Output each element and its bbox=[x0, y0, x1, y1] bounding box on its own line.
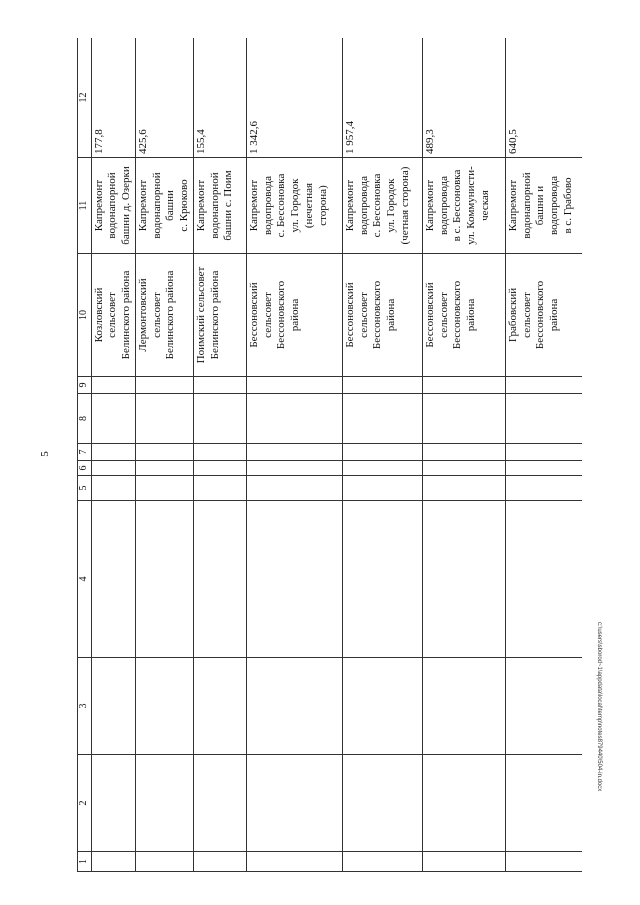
empty-cell bbox=[505, 394, 582, 444]
empty-cell bbox=[135, 444, 193, 461]
empty-cell bbox=[342, 852, 422, 872]
empty-cell bbox=[505, 377, 582, 394]
empty-cell bbox=[91, 658, 135, 755]
empty-cell bbox=[422, 658, 505, 755]
empty-cell bbox=[246, 377, 342, 394]
empty-cell bbox=[422, 394, 505, 444]
col-header-9: 9 bbox=[78, 377, 92, 394]
empty-cell bbox=[91, 377, 135, 394]
empty-cell bbox=[342, 394, 422, 444]
col-header-12: 12 bbox=[78, 38, 92, 158]
table-row bbox=[246, 38, 342, 872]
table-row bbox=[342, 38, 422, 872]
empty-cell bbox=[193, 852, 246, 872]
page-number: 5 bbox=[39, 451, 51, 457]
table-row bbox=[193, 38, 246, 872]
empty-cell bbox=[135, 755, 193, 852]
empty-cell bbox=[91, 501, 135, 658]
empty-cell bbox=[91, 852, 135, 872]
empty-cell bbox=[193, 444, 246, 461]
empty-cell bbox=[193, 755, 246, 852]
org-cell: Козловский сельсовет Белинского района bbox=[91, 254, 135, 377]
empty-cell bbox=[91, 755, 135, 852]
empty-cell bbox=[135, 501, 193, 658]
empty-cell bbox=[342, 444, 422, 461]
work-cell: Капремонт водонапорной башни и водопровода в с. Грабово bbox=[505, 158, 582, 254]
empty-cell bbox=[193, 658, 246, 755]
empty-cell bbox=[91, 461, 135, 476]
org-cell: Поимский сельсовет Белинского района bbox=[193, 254, 246, 377]
table-row bbox=[505, 38, 582, 872]
org-cell: Грабовский сельсовет Бессоновского района bbox=[505, 254, 582, 377]
empty-cell bbox=[246, 755, 342, 852]
empty-cell bbox=[505, 501, 582, 658]
col-header-5: 5 bbox=[78, 476, 92, 501]
work-cell: Капремонт водонапорной башни с. Поим bbox=[193, 158, 246, 254]
col-header-7: 7 bbox=[78, 444, 92, 461]
empty-cell bbox=[342, 755, 422, 852]
empty-cell bbox=[342, 658, 422, 755]
empty-cell bbox=[193, 501, 246, 658]
table-row bbox=[422, 38, 505, 872]
empty-cell bbox=[505, 444, 582, 461]
empty-cell bbox=[505, 755, 582, 852]
empty-cell bbox=[246, 444, 342, 461]
empty-cell bbox=[193, 461, 246, 476]
org-cell: Лермонтовский сельсовет Белинского района bbox=[135, 254, 193, 377]
work-cell: Капремонт водопровода с. Бессоновка ул. Городок (нечетная сторона) bbox=[246, 158, 342, 254]
amount-cell: 155,4 bbox=[193, 38, 246, 158]
empty-cell bbox=[342, 461, 422, 476]
empty-cell bbox=[135, 377, 193, 394]
col-header-1: 1 bbox=[78, 852, 92, 872]
amount-cell: 489,3 bbox=[422, 38, 505, 158]
org-cell: Бессоновский сельсовет Бессоновского района bbox=[246, 254, 342, 377]
empty-cell bbox=[505, 852, 582, 872]
col-header-4: 4 bbox=[78, 501, 92, 658]
empty-cell bbox=[91, 394, 135, 444]
footer-file-path: c:\users\sborod~1\appdata\local\temp\notes879440\504-in.docx bbox=[596, 622, 602, 792]
empty-cell bbox=[135, 852, 193, 872]
empty-cell bbox=[193, 394, 246, 444]
work-cell: Капремонт водонапорной башни с. Крюково bbox=[135, 158, 193, 254]
empty-cell bbox=[422, 852, 505, 872]
empty-cell bbox=[246, 461, 342, 476]
col-header-10: 10 bbox=[78, 254, 92, 377]
empty-cell bbox=[135, 476, 193, 501]
work-cell: Капремонт водонапорной башни д. Озерки bbox=[91, 158, 135, 254]
data-table bbox=[77, 38, 582, 872]
empty-cell bbox=[505, 658, 582, 755]
empty-cell bbox=[422, 377, 505, 394]
empty-cell bbox=[246, 394, 342, 444]
empty-cell bbox=[246, 658, 342, 755]
empty-cell bbox=[91, 444, 135, 461]
org-cell: Бессоновский сельсовет Бессоновского района bbox=[422, 254, 505, 377]
amount-cell: 1 342,6 bbox=[246, 38, 342, 158]
empty-cell bbox=[193, 476, 246, 501]
col-header-11: 11 bbox=[78, 158, 92, 254]
empty-cell bbox=[505, 461, 582, 476]
empty-cell bbox=[422, 755, 505, 852]
header-row bbox=[78, 38, 92, 872]
empty-cell bbox=[193, 377, 246, 394]
empty-cell bbox=[505, 476, 582, 501]
col-header-6: 6 bbox=[78, 461, 92, 476]
empty-cell bbox=[135, 658, 193, 755]
amount-cell: 640,5 bbox=[505, 38, 582, 158]
empty-cell bbox=[422, 461, 505, 476]
empty-cell bbox=[91, 476, 135, 501]
empty-cell bbox=[422, 476, 505, 501]
empty-cell bbox=[422, 444, 505, 461]
empty-cell bbox=[342, 377, 422, 394]
amount-cell: 425,6 bbox=[135, 38, 193, 158]
col-header-2: 2 bbox=[78, 755, 92, 852]
amount-cell: 1 957,4 bbox=[342, 38, 422, 158]
col-header-3: 3 bbox=[78, 658, 92, 755]
org-cell: Бессоновский сельсовет Бессоновского района bbox=[342, 254, 422, 377]
empty-cell bbox=[246, 501, 342, 658]
work-cell: Капремонт водопровода с. Бессоновка ул. Городок (четная сторона) bbox=[342, 158, 422, 254]
table-row bbox=[91, 38, 135, 872]
empty-cell bbox=[342, 501, 422, 658]
table-container bbox=[77, 38, 582, 872]
empty-cell bbox=[422, 501, 505, 658]
amount-cell: 177,8 bbox=[91, 38, 135, 158]
empty-cell bbox=[342, 476, 422, 501]
empty-cell bbox=[246, 852, 342, 872]
empty-cell bbox=[135, 394, 193, 444]
empty-cell bbox=[246, 476, 342, 501]
table-row bbox=[135, 38, 193, 872]
work-cell: Капремонт водопровода в с. Бессоновка ул. Коммунисти- ческая bbox=[422, 158, 505, 254]
col-header-8: 8 bbox=[78, 394, 92, 444]
empty-cell bbox=[135, 461, 193, 476]
